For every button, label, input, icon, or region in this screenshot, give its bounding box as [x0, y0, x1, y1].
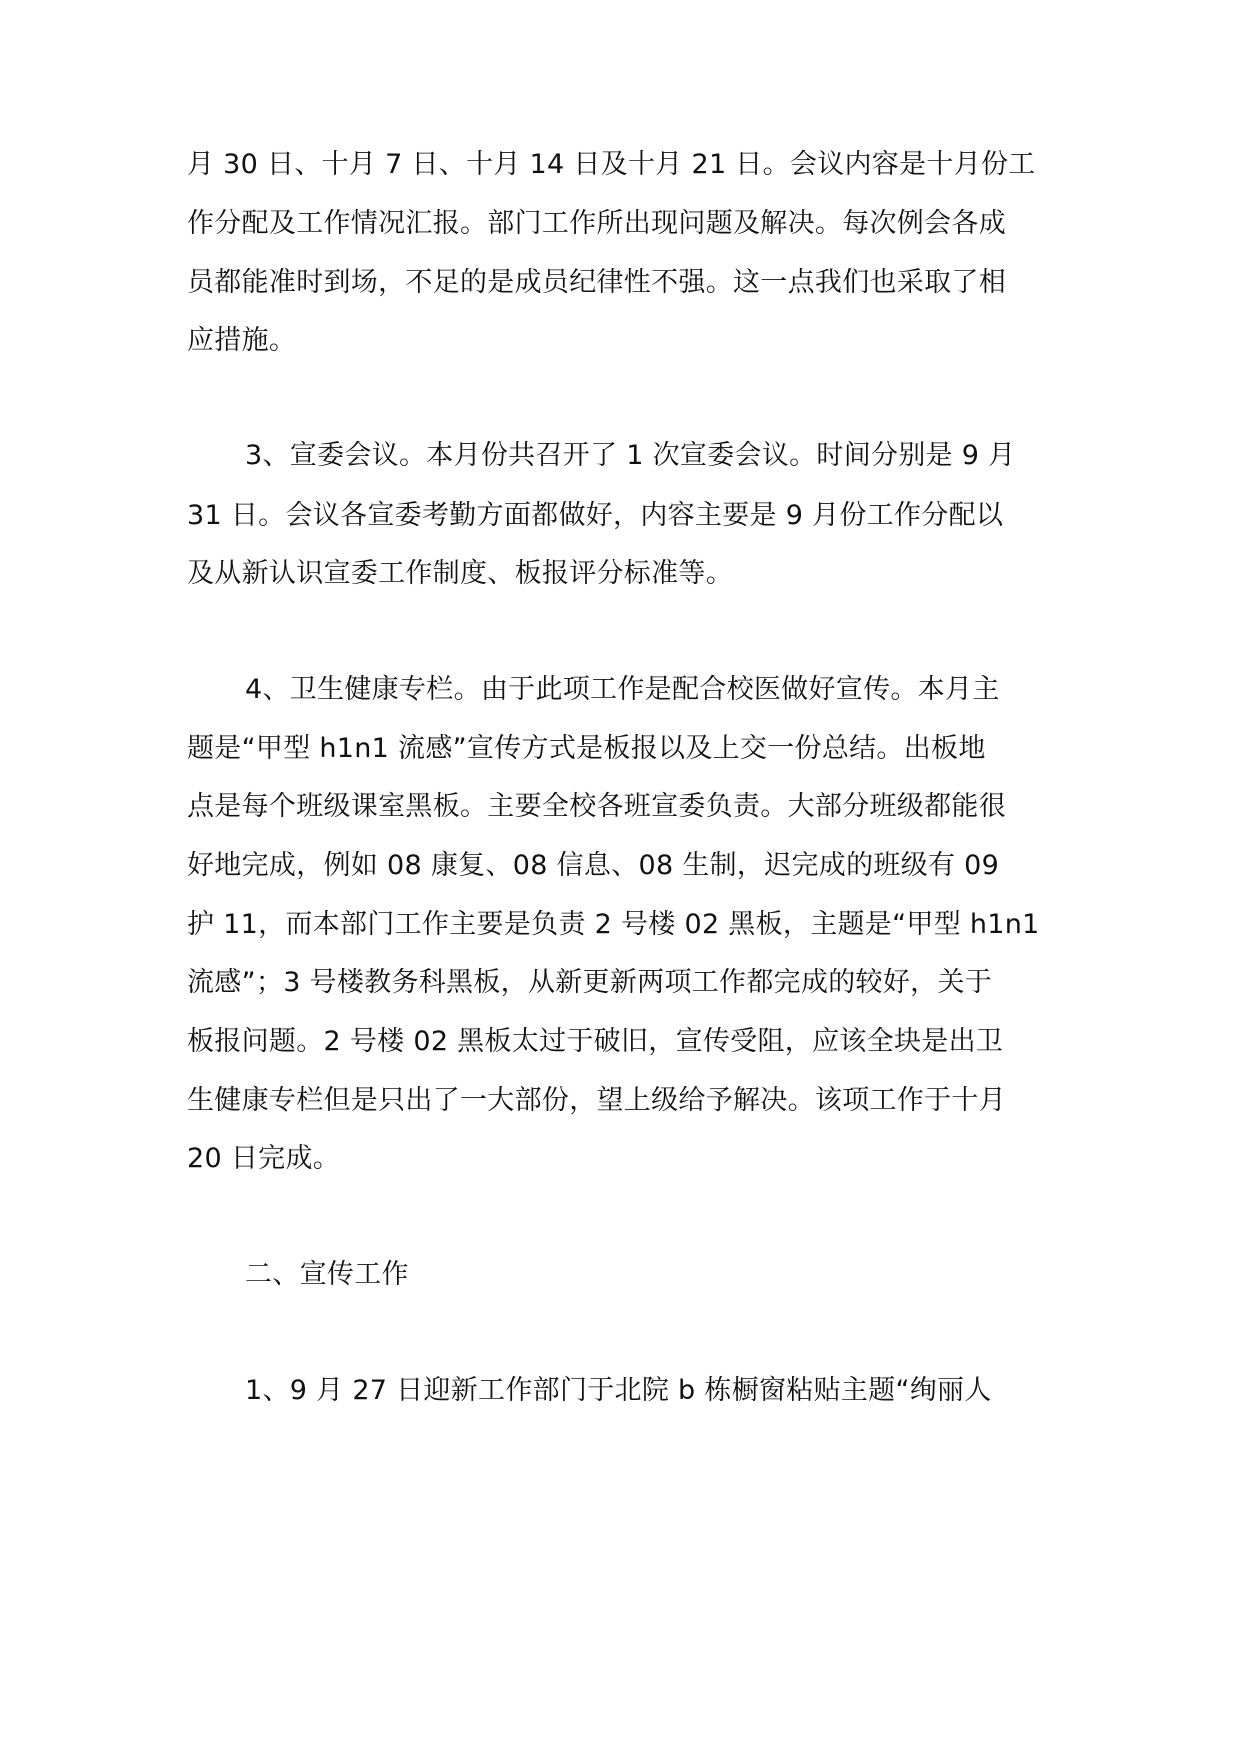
text-line: 作分配及工作情况汇报。部门工作所出现问题及解决。每次例会各成 — [187, 208, 1006, 239]
text-line: 3、宣委会议。本月份共召开了 1 次宣委会议。时间分别是 9 月 — [245, 440, 1016, 471]
text-line: 应措施。 — [187, 325, 297, 356]
text-line: 点是每个班级课室黑板。主要全校各班宣委负责。大部分班级都能很 — [187, 791, 1006, 822]
text-line: 月 30 日、十月 7 日、十月 14 日及十月 21 日。会议内容是十月份工 — [187, 149, 1036, 180]
text-line: 20 日完成。 — [187, 1143, 341, 1174]
text-line: 护 11，而本部门工作主要是负责 2 号楼 02 黑板，主题是“甲型 h1n1 — [187, 909, 1040, 940]
text-line: 板报问题。2 号楼 02 黑板太过于破旧，宣传受阻，应该全块是出卫 — [187, 1026, 1004, 1057]
text-line: 1、9 月 27 日迎新工作部门于北院 b 栋橱窗粘贴主题“绚丽人 — [245, 1375, 992, 1406]
text-line: 员都能准时到场，不足的是成员纪律性不强。这一点我们也采取了相 — [187, 267, 1006, 298]
text-line: 好地完成，例如 08 康复、08 信息、08 生制，迟完成的班级有 09 — [187, 850, 1000, 881]
text-line: 流感”；3 号楼教务科黑板，从新更新两项工作都完成的较好，关于 — [187, 967, 993, 998]
text-line: 4、卫生健康专栏。由于此项工作是配合校医做好宣传。本月主 — [245, 674, 1000, 705]
text-line: 生健康专栏但是只出了一大部份，望上级给予解决。该项工作于十月 — [187, 1085, 1006, 1116]
section-heading: 二、宣传工作 — [245, 1259, 409, 1290]
text-line: 31 日。会议各宣委考勤方面都做好，内容主要是 9 月份工作分配以 — [187, 500, 1004, 531]
text-line: 题是“甲型 h1n1 流感”宣传方式是板报以及上交一份总结。出板地 — [187, 733, 986, 764]
text-line: 及从新认识宣委工作制度、板报评分标准等。 — [187, 558, 733, 589]
